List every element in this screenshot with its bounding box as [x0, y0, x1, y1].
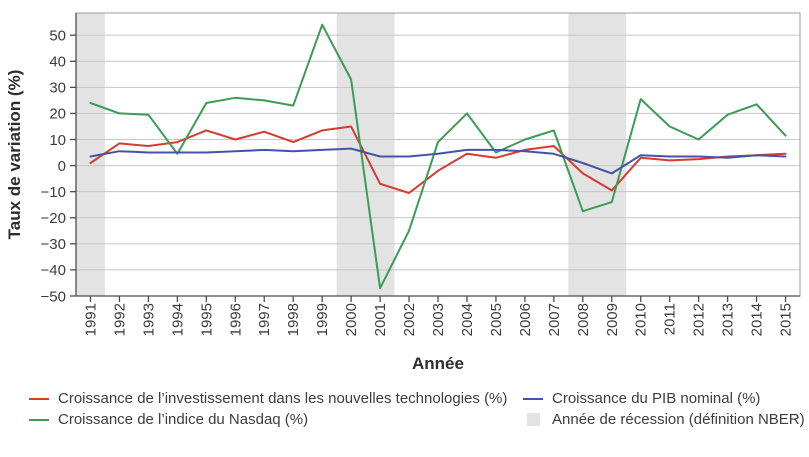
- x-tick-label: 1994: [169, 303, 187, 337]
- legend-item-nasdaq: [29, 409, 507, 430]
- x-tick-label: 2009: [603, 303, 621, 337]
- x-tick-label: 2003: [430, 303, 447, 337]
- legend-swatch-slot: [29, 398, 49, 400]
- x-tick-label: 2001: [372, 303, 390, 337]
- y-tick-label: 20: [49, 105, 66, 123]
- legend-column-right: [523, 388, 805, 430]
- x-tick-label: 1993: [140, 303, 158, 337]
- x-tick-label: 2014: [748, 303, 766, 337]
- x-tick-label: 2008: [574, 303, 592, 337]
- legend-label-investment: Croissance de l’investissement dans les nouvelles technologies (%): [58, 390, 508, 407]
- x-tick-label: 1997: [256, 303, 274, 337]
- x-tick-label: 2007: [545, 303, 563, 337]
- legend-swatch-slot: [523, 398, 543, 400]
- y-tick-label: −10: [40, 183, 66, 201]
- y-tick-label: 50: [49, 27, 66, 45]
- legend-swatch-nasdaq-line: [29, 419, 49, 421]
- y-tick-label: −40: [40, 262, 66, 280]
- y-tick-label: 10: [49, 131, 66, 149]
- x-axis-title: Année: [412, 354, 464, 373]
- recession-band: [568, 13, 626, 296]
- x-tick-label: 1991: [82, 303, 100, 337]
- legend-swatch-recession-box: [527, 413, 540, 426]
- legend-swatch-pib-line: [523, 398, 543, 400]
- legend-item-investment: [29, 388, 507, 409]
- series-line-investment: [91, 127, 786, 194]
- x-tick-label: 1998: [285, 303, 303, 337]
- x-tick-label: 1992: [111, 303, 129, 337]
- y-tick-label: 30: [49, 79, 66, 97]
- x-tick-label: 1999: [314, 303, 332, 337]
- x-tick-label: 1995: [198, 303, 216, 337]
- x-tick-label: 2012: [690, 303, 708, 337]
- legend-label-nasdaq: Croissance de l’indice du Nasdaq (%): [58, 411, 309, 428]
- x-tick-label: 2005: [487, 303, 505, 337]
- y-tick-label: −30: [40, 236, 66, 254]
- x-tick-label: 2011: [661, 303, 679, 336]
- legend-item-pib: [523, 388, 805, 409]
- x-tick-label: 2013: [719, 303, 737, 337]
- y-axis-title: Taux de variation (%): [5, 69, 24, 240]
- x-tick-label: 2006: [516, 303, 534, 337]
- y-tick-label: 40: [49, 53, 66, 71]
- x-tick-label: 2002: [401, 303, 418, 337]
- legend-swatch-slot: [523, 413, 543, 426]
- legend-column-left: [29, 388, 507, 430]
- y-tick-label: −50: [40, 288, 66, 306]
- x-tick-label: 2004: [459, 303, 476, 337]
- y-tick-label: −20: [40, 210, 66, 228]
- x-tick-label: 2015: [777, 303, 795, 337]
- legend-item-recession: [523, 409, 805, 430]
- x-tick-label: 1996: [227, 303, 245, 337]
- legend-swatch-slot: [29, 419, 49, 421]
- x-tick-label: 2000: [343, 303, 361, 337]
- legend-swatch-investment-line: [29, 398, 49, 400]
- legend-label-pib: Croissance du PIB nominal (%): [552, 390, 761, 407]
- x-tick-label: 2010: [632, 303, 650, 337]
- legend-label-recession: Année de récession (définition NBER): [552, 411, 805, 428]
- y-tick-label: 0: [57, 157, 66, 175]
